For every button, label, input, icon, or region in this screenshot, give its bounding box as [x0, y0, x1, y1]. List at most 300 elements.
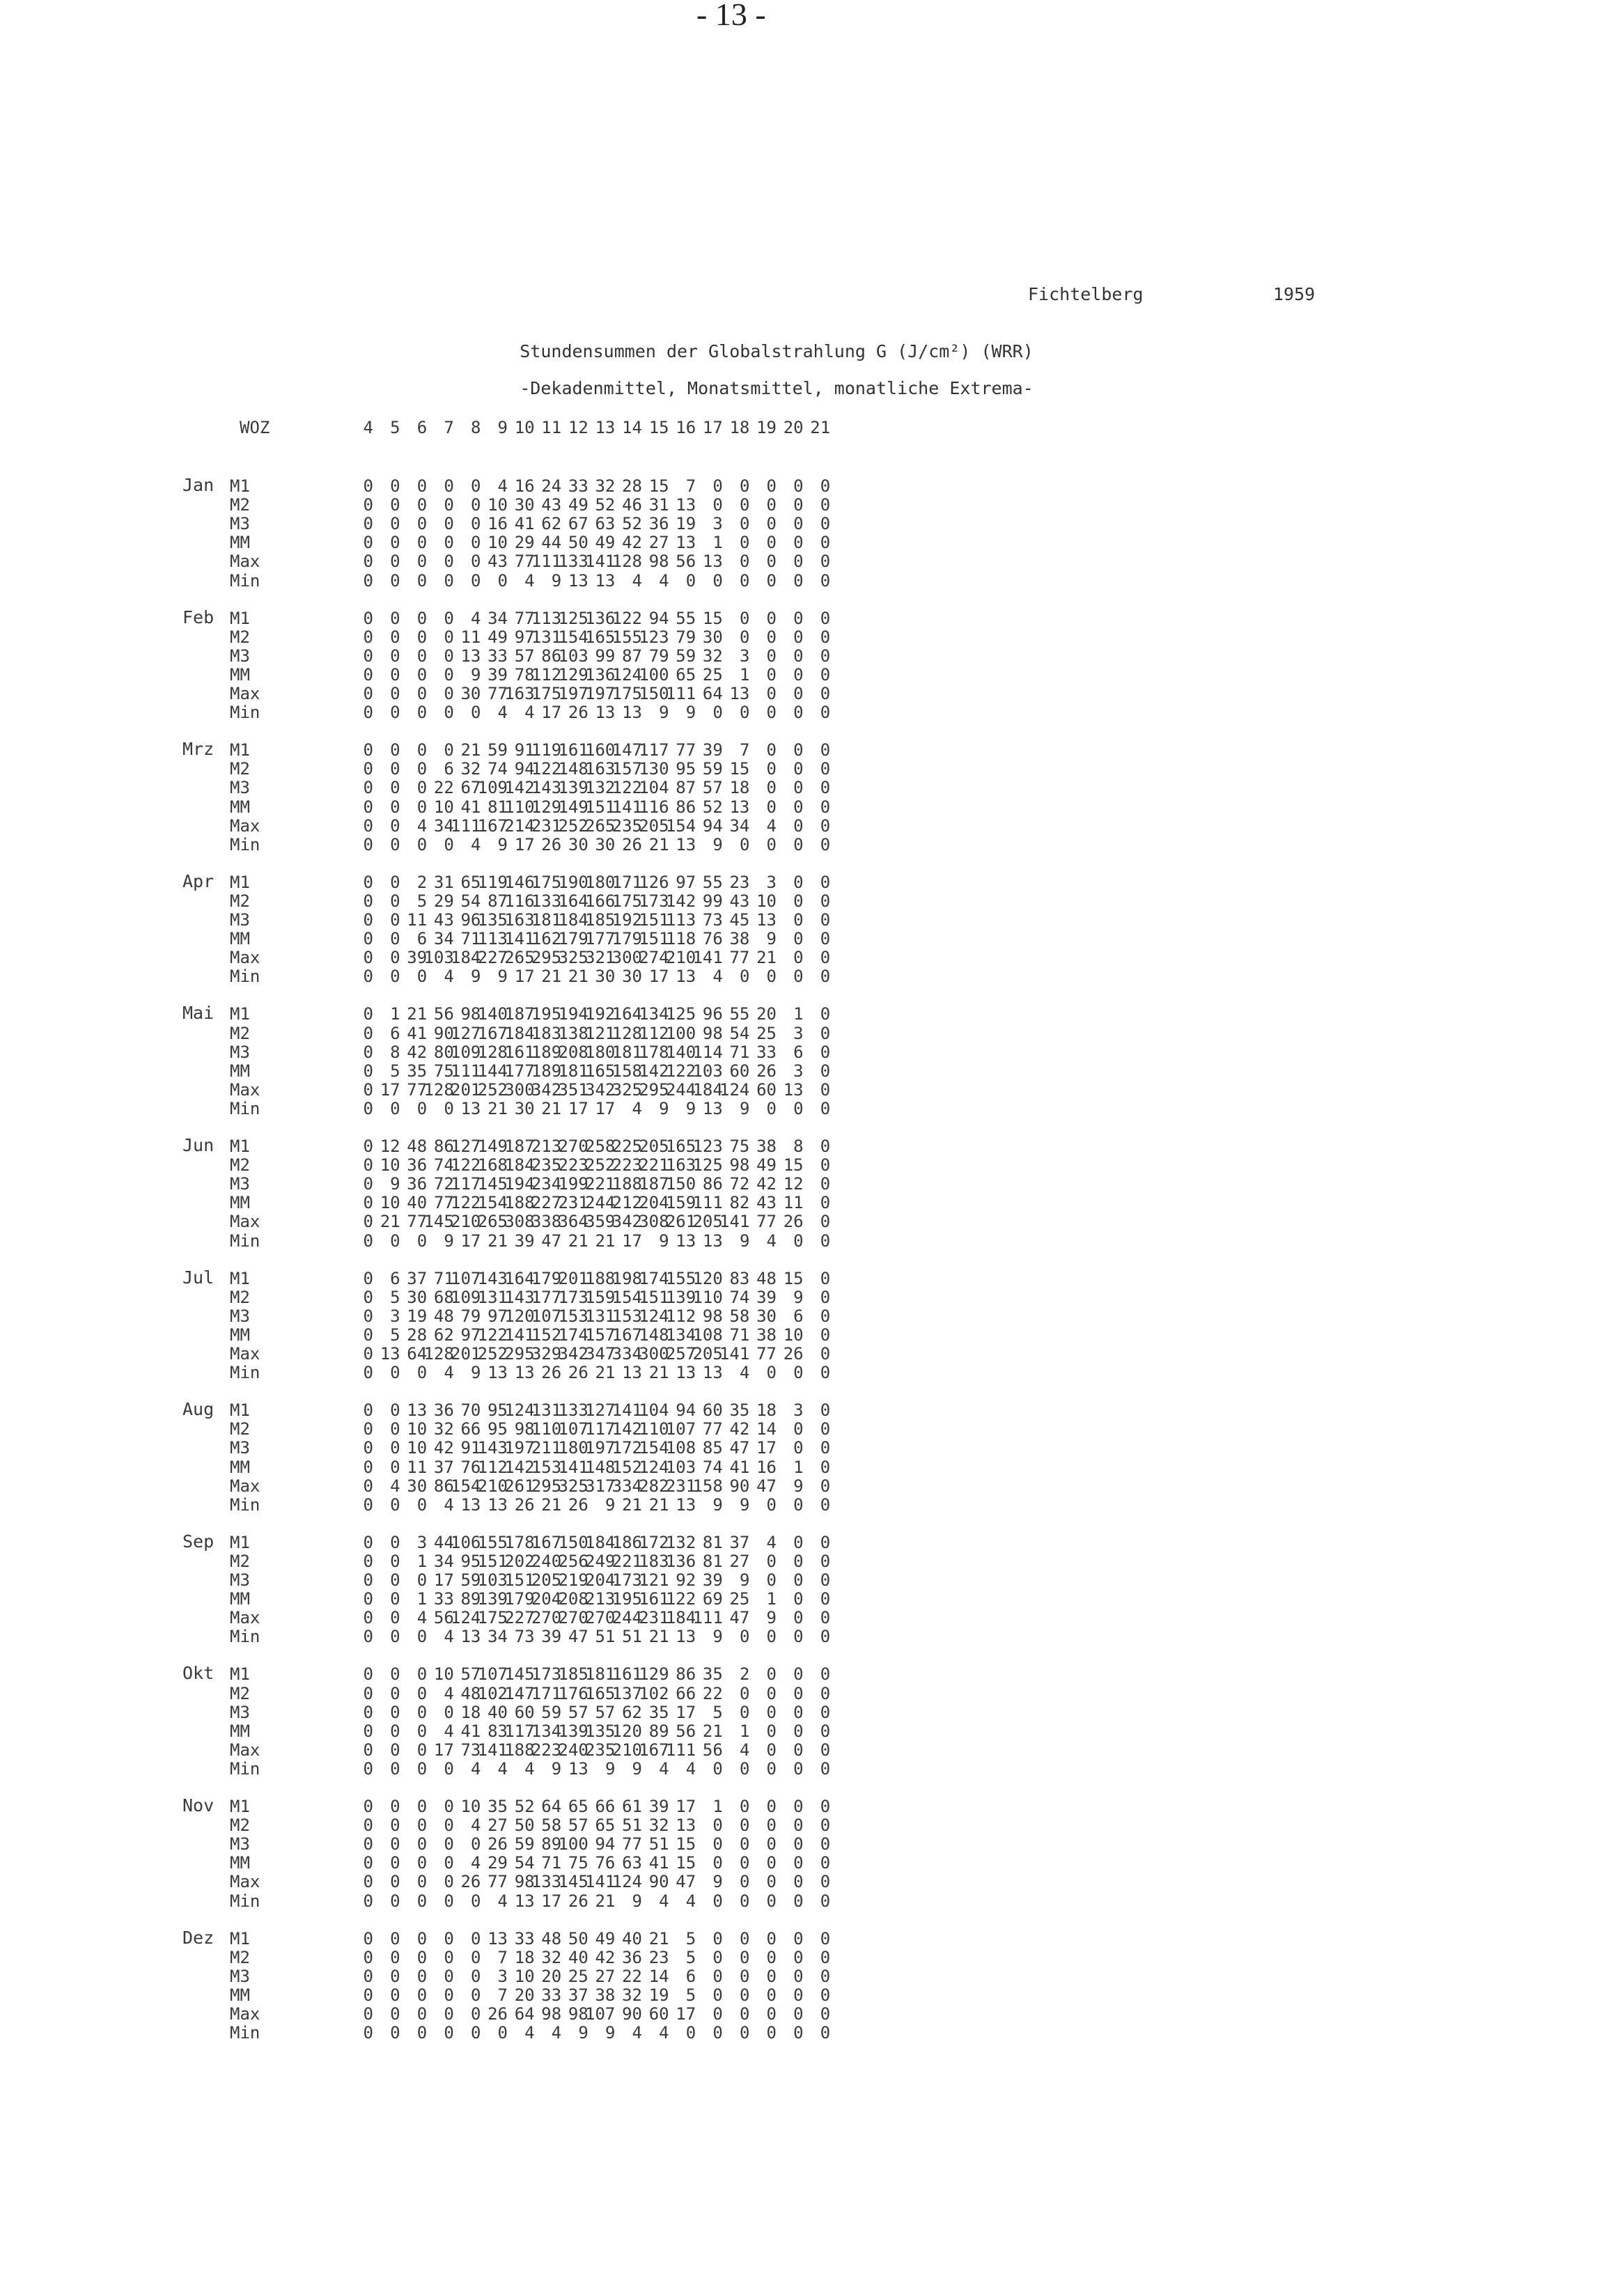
table-cell: 13 — [676, 1494, 696, 1515]
table-cell: 0 — [390, 1363, 400, 1383]
table-cell: 0 — [793, 929, 804, 949]
month-label: Mai — [182, 1003, 215, 1024]
table-cell: 13 — [783, 1079, 804, 1100]
table-cell: 0 — [416, 1853, 428, 1873]
table-cell: 0 — [820, 1532, 831, 1552]
table-cell: 56 — [676, 1721, 696, 1741]
table-cell: 0 — [363, 1363, 373, 1383]
table-cell: 231 — [639, 1608, 669, 1628]
table-cell: 47 — [676, 1872, 696, 1892]
table-cell: 0 — [363, 1098, 373, 1118]
table-cell: 0 — [820, 1551, 831, 1571]
table-cell: 26 — [514, 1494, 535, 1515]
table-cell: 21 — [488, 1231, 508, 1251]
table-cell: 17 — [648, 967, 669, 987]
table-cell: 99 — [702, 891, 723, 911]
table-cell: 155 — [665, 1268, 696, 1288]
table-cell: 38 — [729, 929, 750, 949]
table-cell: 26 — [488, 1834, 508, 1854]
table-cell: 35 — [702, 1664, 723, 1685]
table-cell: 123 — [692, 1137, 723, 1156]
table-cell: 13 — [568, 570, 588, 591]
table-cell: 0 — [820, 929, 831, 949]
table-cell: 10 — [407, 1419, 428, 1439]
row-label: M2 — [230, 1551, 250, 1571]
table-cell: 0 — [820, 1740, 831, 1760]
table-cell: 0 — [766, 1966, 777, 1986]
table-cell: 184 — [558, 910, 588, 930]
table-cell: 4 — [685, 1891, 696, 1911]
table-cell: 167 — [477, 815, 508, 836]
table-cell: 32 — [702, 646, 723, 666]
table-cell: 0 — [416, 1664, 428, 1685]
table-cell: 0 — [363, 1702, 373, 1722]
table-cell: 0 — [766, 797, 777, 817]
table-cell: 47 — [756, 1476, 777, 1496]
table-cell: 0 — [739, 967, 750, 987]
table-cell: 0 — [363, 1023, 373, 1043]
table-cell: 64 — [407, 1344, 428, 1364]
table-cell: 0 — [390, 1966, 400, 1986]
row-label: Max — [230, 1740, 260, 1760]
table-cell: 9 — [712, 1627, 723, 1647]
table-cell: 205 — [692, 1344, 723, 1364]
table-cell: 0 — [820, 1344, 831, 1364]
table-cell: 0 — [390, 514, 400, 534]
table-cell: 364 — [558, 1212, 588, 1232]
table-cell: 0 — [820, 778, 831, 798]
table-cell: 18 — [514, 1947, 535, 1967]
table-cell: 17 — [676, 1797, 696, 1816]
table-cell: 13 — [407, 1400, 428, 1421]
table-cell: 0 — [766, 1947, 777, 1967]
table-cell: 0 — [820, 1570, 831, 1590]
table-cell: 0 — [739, 627, 750, 647]
table-cell: 42 — [729, 1419, 750, 1439]
table-cell: 0 — [390, 2004, 400, 2024]
table-cell: 74 — [433, 1155, 454, 1176]
table-cell: 65 — [676, 664, 696, 685]
table-cell: 3 — [793, 1023, 804, 1043]
table-cell: 0 — [739, 1815, 750, 1836]
table-cell: 0 — [416, 1834, 428, 1854]
table-cell: 0 — [712, 703, 723, 723]
table-cell: 13 — [676, 1627, 696, 1647]
table-cell: 35 — [407, 1061, 428, 1081]
row-label: MM — [230, 929, 250, 949]
table-cell: 334 — [611, 1476, 642, 1496]
month-label: Jul — [182, 1267, 215, 1288]
table-cell: 122 — [611, 608, 642, 628]
table-cell: 0 — [820, 1268, 831, 1288]
table-cell: 10 — [407, 1438, 428, 1458]
table-cell: 13 — [676, 1231, 696, 1251]
table-cell: 0 — [363, 608, 373, 628]
row-label: M1 — [230, 476, 250, 496]
table-cell: 73 — [702, 910, 723, 930]
table-cell: 0 — [416, 1683, 428, 1703]
table-cell: 258 — [585, 1137, 616, 1156]
table-cell: 39 — [648, 1797, 669, 1816]
table-cell: 0 — [820, 815, 831, 836]
table-cell: 0 — [363, 1589, 373, 1609]
table-cell: 0 — [390, 1872, 400, 1892]
table-cell: 79 — [676, 627, 696, 647]
table-cell: 21 — [648, 1494, 669, 1515]
table-cell: 4 — [416, 815, 428, 836]
table-cell: 41 — [460, 797, 481, 817]
table-cell: 5 — [390, 1325, 400, 1345]
table-cell: 4 — [497, 1891, 508, 1911]
table-cell: 329 — [531, 1344, 562, 1364]
table-cell: 142 — [665, 891, 696, 911]
table-cell: 186 — [611, 1532, 642, 1552]
row-label: MM — [230, 1457, 250, 1477]
row-label: MM — [230, 664, 250, 685]
table-cell: 0 — [739, 1891, 750, 1911]
table-cell: 172 — [639, 1532, 669, 1552]
table-cell: 112 — [665, 1306, 696, 1326]
table-cell: 27 — [729, 1551, 750, 1571]
table-cell: 3 — [416, 1532, 428, 1552]
table-cell: 0 — [416, 834, 428, 854]
table-cell: 0 — [444, 608, 454, 628]
table-cell: 111 — [692, 1608, 723, 1628]
month-label: Dez — [182, 1927, 215, 1948]
table-cell: 32 — [460, 759, 481, 779]
table-cell: 0 — [793, 834, 804, 854]
table-cell: 181 — [558, 1061, 588, 1081]
table-cell: 3 — [793, 1400, 804, 1421]
table-cell: 4 — [659, 1891, 669, 1911]
table-cell: 143 — [477, 1268, 508, 1288]
table-cell: 0 — [793, 495, 804, 515]
table-cell: 97 — [676, 872, 696, 892]
table-cell: 0 — [390, 1627, 400, 1647]
table-cell: 270 — [558, 1137, 588, 1156]
table-cell: 0 — [766, 1834, 777, 1854]
table-cell: 0 — [820, 1947, 831, 1967]
table-cell: 25 — [702, 664, 723, 685]
table-cell: 0 — [416, 778, 428, 798]
table-cell: 4 — [470, 1758, 481, 1779]
table-cell: 49 — [568, 495, 588, 515]
table-cell: 0 — [793, 1494, 804, 1515]
table-cell: 32 — [648, 1815, 669, 1836]
table-cell: 204 — [531, 1589, 562, 1609]
table-cell: 0 — [739, 608, 750, 628]
table-cell: 147 — [504, 1683, 535, 1703]
table-cell: 0 — [363, 1287, 373, 1307]
table-cell: 43 — [729, 891, 750, 911]
table-cell: 168 — [477, 1155, 508, 1176]
table-cell: 157 — [611, 759, 642, 779]
table-cell: 43 — [433, 910, 454, 930]
table-cell: 43 — [488, 552, 508, 572]
row-label: M1 — [230, 1928, 250, 1949]
table-cell: 100 — [639, 664, 669, 685]
table-cell: 59 — [514, 1834, 535, 1854]
table-cell: 0 — [793, 1438, 804, 1458]
table-cell: 0 — [363, 2004, 373, 2024]
table-cell: 6 — [793, 1306, 804, 1326]
table-cell: 0 — [793, 1758, 804, 1779]
table-cell: 9 — [712, 834, 723, 854]
table-cell: 0 — [390, 2023, 400, 2043]
table-cell: 120 — [504, 1306, 535, 1326]
table-cell: 227 — [477, 948, 508, 968]
table-cell: 0 — [390, 1797, 400, 1816]
table-cell: 9 — [551, 1758, 562, 1779]
table-cell: 134 — [639, 1004, 669, 1024]
table-cell: 81 — [702, 1551, 723, 1571]
table-cell: 0 — [416, 608, 428, 628]
table-cell: 187 — [504, 1004, 535, 1024]
table-cell: 128 — [423, 1344, 454, 1364]
table-cell: 86 — [433, 1137, 454, 1156]
table-cell: 42 — [433, 1438, 454, 1458]
table-cell: 0 — [363, 1947, 373, 1967]
table-cell: 48 — [756, 1268, 777, 1288]
table-cell: 0 — [470, 1985, 481, 2005]
table-cell: 21 — [541, 967, 562, 987]
table-cell: 0 — [363, 1928, 373, 1949]
table-cell: 26 — [783, 1212, 804, 1232]
table-cell: 0 — [390, 627, 400, 647]
table-cell: 205 — [639, 1137, 669, 1156]
table-cell: 195 — [611, 1589, 642, 1609]
table-cell: 187 — [504, 1137, 535, 1156]
table-cell: 120 — [692, 1268, 723, 1288]
table-cell: 0 — [793, 1891, 804, 1911]
table-cell: 50 — [568, 1928, 588, 1949]
table-cell: 4 — [766, 1231, 777, 1251]
table-cell: 74 — [729, 1287, 750, 1307]
table-cell: 0 — [363, 1268, 373, 1288]
table-cell: 17 — [595, 1098, 616, 1118]
table-cell: 231 — [558, 1193, 588, 1213]
table-cell: 9 — [390, 1174, 400, 1194]
table-cell: 11 — [407, 910, 428, 930]
table-cell: 30 — [514, 495, 535, 515]
table-cell: 4 — [632, 2023, 642, 2043]
table-cell: 9 — [685, 703, 696, 723]
table-cell: 108 — [665, 1438, 696, 1458]
table-cell: 0 — [820, 1891, 831, 1911]
table-cell: 107 — [665, 1419, 696, 1439]
table-cell: 64 — [541, 1797, 562, 1816]
table-cell: 111 — [451, 1061, 481, 1081]
table-cell: 4 — [497, 1758, 508, 1779]
table-cell: 0 — [820, 1023, 831, 1043]
table-cell: 66 — [676, 1683, 696, 1703]
table-cell: 0 — [390, 646, 400, 666]
table-cell: 0 — [416, 1098, 428, 1118]
table-cell: 135 — [585, 1721, 616, 1741]
table-cell: 0 — [416, 1758, 428, 1779]
table-cell: 104 — [639, 1400, 669, 1421]
table-cell: 0 — [390, 1400, 400, 1421]
table-cell: 181 — [611, 1042, 642, 1062]
table-cell: 103 — [558, 646, 588, 666]
table-cell: 181 — [585, 1664, 616, 1685]
table-cell: 41 — [729, 1457, 750, 1477]
table-cell: 0 — [712, 1966, 723, 1986]
table-cell: 0 — [766, 495, 777, 515]
table-cell: 42 — [595, 1947, 616, 1967]
table-cell: 117 — [585, 1419, 616, 1439]
table-cell: 0 — [363, 1721, 373, 1741]
table-cell: 52 — [514, 1797, 535, 1816]
row-label: M1 — [230, 1664, 250, 1685]
table-cell: 13 — [676, 495, 696, 515]
table-cell: 150 — [639, 684, 669, 703]
table-cell: 0 — [363, 815, 373, 836]
table-cell: 124 — [611, 1872, 642, 1892]
table-cell: 0 — [470, 570, 481, 591]
table-cell: 141 — [719, 1344, 750, 1364]
table-cell: 0 — [739, 1947, 750, 1967]
table-cell: 179 — [558, 929, 588, 949]
table-cell: 0 — [766, 2004, 777, 2024]
table-cell: 0 — [390, 1438, 400, 1458]
table-cell: 99 — [595, 646, 616, 666]
table-cell: 111 — [451, 815, 481, 836]
table-cell: 0 — [416, 1966, 428, 1986]
table-cell: 0 — [739, 1853, 750, 1873]
table-cell: 0 — [416, 1815, 428, 1836]
table-cell: 41 — [407, 1023, 428, 1043]
table-cell: 342 — [611, 1212, 642, 1232]
table-cell: 132 — [585, 778, 616, 798]
table-cell: 59 — [676, 646, 696, 666]
table-cell: 0 — [820, 1042, 831, 1062]
table-cell: 50 — [514, 1815, 535, 1836]
table-cell: 11 — [407, 1457, 428, 1477]
table-cell: 129 — [531, 797, 562, 817]
table-cell: 0 — [820, 1966, 831, 1986]
table-cell: 0 — [390, 1494, 400, 1515]
row-label: M2 — [230, 1683, 250, 1703]
table-cell: 34 — [488, 608, 508, 628]
table-cell: 73 — [514, 1627, 535, 1647]
table-cell: 77 — [407, 1212, 428, 1232]
table-cell: 0 — [820, 1079, 831, 1100]
table-cell: 0 — [363, 891, 373, 911]
table-cell: 4 — [524, 570, 535, 591]
table-cell: 160 — [585, 740, 616, 760]
table-cell: 1 — [766, 1589, 777, 1609]
table-cell: 0 — [793, 815, 804, 836]
table-cell: 36 — [433, 1400, 454, 1421]
table-cell: 214 — [504, 815, 535, 836]
table-cell: 112 — [639, 1023, 669, 1043]
table-cell: 4 — [766, 1532, 777, 1552]
table-cell: 146 — [504, 872, 535, 892]
table-cell: 0 — [766, 1683, 777, 1703]
table-cell: 59 — [460, 1570, 481, 1590]
table-cell: 9 — [632, 1891, 642, 1911]
table-cell: 0 — [416, 627, 428, 647]
row-label: MM — [230, 1193, 250, 1213]
table-cell: 110 — [531, 1419, 562, 1439]
table-cell: 110 — [639, 1419, 669, 1439]
table-cell: 21 — [568, 967, 588, 987]
table-cell: 0 — [444, 1891, 454, 1911]
table-cell: 210 — [611, 1740, 642, 1760]
table-cell: 107 — [451, 1268, 481, 1288]
table-cell: 0 — [739, 1928, 750, 1949]
table-cell: 0 — [470, 1891, 481, 1911]
row-label: M1 — [230, 608, 250, 628]
table-cell: 49 — [756, 1155, 777, 1176]
table-cell: 20 — [756, 1004, 777, 1024]
table-cell: 13 — [460, 646, 481, 666]
table-cell: 30 — [756, 1306, 777, 1326]
table-cell: 86 — [433, 1476, 454, 1496]
table-cell: 0 — [820, 703, 831, 723]
table-cell: 141 — [585, 1872, 616, 1892]
table-cell: 4 — [470, 1853, 481, 1873]
table-cell: 13 — [676, 1363, 696, 1383]
table-cell: 141 — [504, 929, 535, 949]
table-cell: 0 — [820, 1212, 831, 1232]
table-cell: 176 — [558, 1683, 588, 1703]
table-cell: 0 — [363, 646, 373, 666]
table-cell: 257 — [665, 1344, 696, 1364]
table-cell: 56 — [676, 552, 696, 572]
table-cell: 17 — [460, 1231, 481, 1251]
table-cell: 30 — [460, 684, 481, 703]
table-cell: 95 — [488, 1400, 508, 1421]
table-cell: 7 — [497, 1985, 508, 2005]
table-cell: 42 — [407, 1042, 428, 1062]
table-cell: 5 — [390, 1061, 400, 1081]
table-cell: 235 — [531, 1155, 562, 1176]
table-cell: 0 — [444, 514, 454, 534]
table-cell: 175 — [531, 872, 562, 892]
table-cell: 0 — [712, 1985, 723, 2005]
table-cell: 0 — [766, 1721, 777, 1741]
table-cell: 31 — [433, 872, 454, 892]
table-cell: 167 — [611, 1325, 642, 1345]
table-cell: 0 — [820, 834, 831, 854]
table-cell: 0 — [793, 1815, 804, 1836]
table-cell: 201 — [451, 1344, 481, 1364]
table-cell: 0 — [444, 1815, 454, 1836]
table-cell: 116 — [639, 797, 669, 817]
table-cell: 0 — [363, 778, 373, 798]
table-cell: 28 — [622, 476, 642, 496]
table-cell: 121 — [585, 1023, 616, 1043]
table-cell: 0 — [390, 815, 400, 836]
table-cell: 47 — [568, 1627, 588, 1647]
table-cell: 1 — [712, 1797, 723, 1816]
table-cell: 3 — [390, 1306, 400, 1326]
table-cell: 0 — [820, 1702, 831, 1722]
table-cell: 0 — [793, 627, 804, 647]
table-cell: 151 — [639, 1287, 669, 1307]
table-cell: 0 — [390, 1834, 400, 1854]
table-cell: 223 — [531, 1740, 562, 1760]
table-cell: 87 — [488, 891, 508, 911]
table-cell: 13 — [380, 1344, 400, 1364]
table-cell: 60 — [729, 1061, 750, 1081]
table-cell: 41 — [514, 514, 535, 534]
table-cell: 119 — [477, 872, 508, 892]
table-cell: 40 — [407, 1193, 428, 1213]
table-cell: 94 — [514, 759, 535, 779]
